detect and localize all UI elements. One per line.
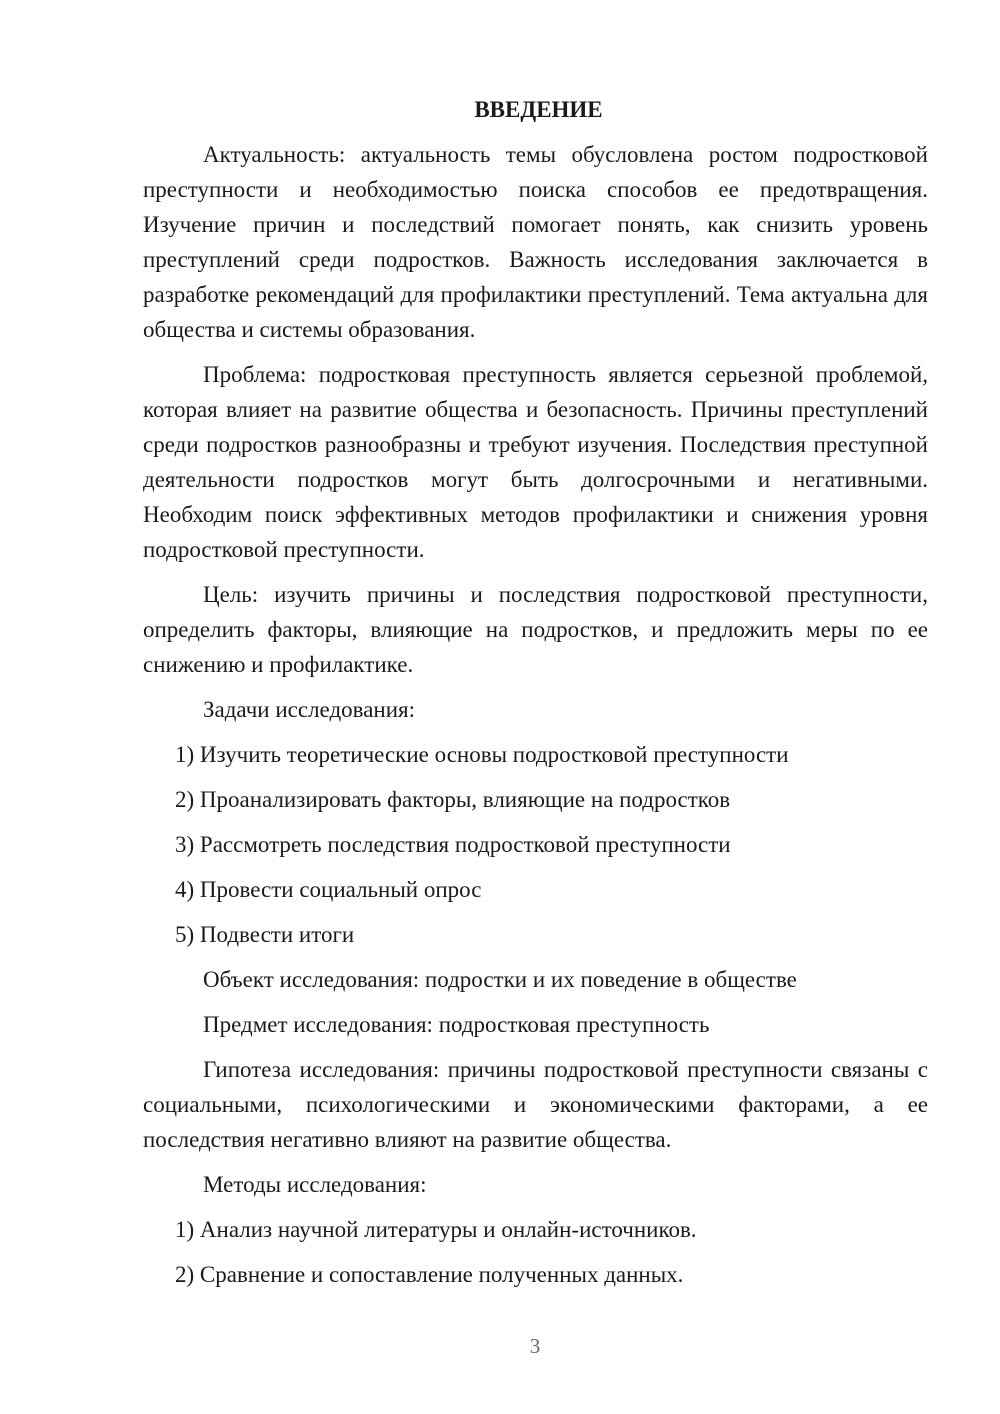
tasks-list bbox=[143, 737, 928, 952]
task-item: 4) Провести социальный опрос bbox=[175, 877, 482, 902]
document-page bbox=[143, 95, 928, 1302]
task-item: 2) Проанализировать факторы, влияющие на подростков bbox=[175, 787, 731, 812]
task-item: 1) Изучить теоретические основы подростковой преступности bbox=[175, 742, 789, 767]
goal-paragraph: Цель: изучить причины и последствия подростковой преступности, определить факторы, влияющие на подростков, и предложить меры по ее снижению и профилактике. bbox=[143, 582, 928, 677]
research-subject: Предмет исследования: подростковая преступность bbox=[203, 1012, 710, 1037]
task-item: 3) Рассмотреть последствия подростковой преступности bbox=[175, 832, 731, 857]
problem-paragraph: Проблема: подростковая преступность является серьезной проблемой, которая влияет на развитие общества и безопасность. Причины преступлений среди подростков разнообразны и требуют изучения. Последствия преступной деятельности подростков могут быть долгосрочными и негативными. Необходим поиск эффективных методов профилактики и снижения уровня подростковой преступности. bbox=[143, 362, 928, 562]
relevance-paragraph: Актуальность: актуальность темы обусловлена ростом подростковой преступности и необходимостью поиска способов ее предотвращения. Изучение причин и последствий помогает понять, как снизить уровень преступлений среди подростков. Важность исследования заключается в разработке рекомендаций для профилактики преступлений. Тема актуальна для общества и системы образования. bbox=[143, 142, 928, 342]
hypothesis-paragraph: Гипотеза исследования: причины подростковой преступности связаны с социальными, психологическими и экономическими факторами, а ее последствия негативно влияют на развитие общества. bbox=[143, 1057, 928, 1152]
page-number: 3 bbox=[529, 1334, 541, 1358]
task-item: 5) Подвести итоги bbox=[175, 922, 355, 947]
methods-heading: Методы исследования: bbox=[203, 1172, 427, 1197]
tasks-heading: Задачи исследования: bbox=[203, 697, 416, 722]
research-object: Объект исследования: подростки и их поведение в обществе bbox=[203, 967, 797, 992]
methods-list bbox=[143, 1212, 928, 1292]
page-title: ВВЕДЕНИЕ bbox=[474, 97, 603, 122]
method-item: 1) Анализ научной литературы и онлайн-источников. bbox=[175, 1217, 697, 1242]
method-item: 2) Сравнение и сопоставление полученных данных. bbox=[175, 1262, 684, 1287]
